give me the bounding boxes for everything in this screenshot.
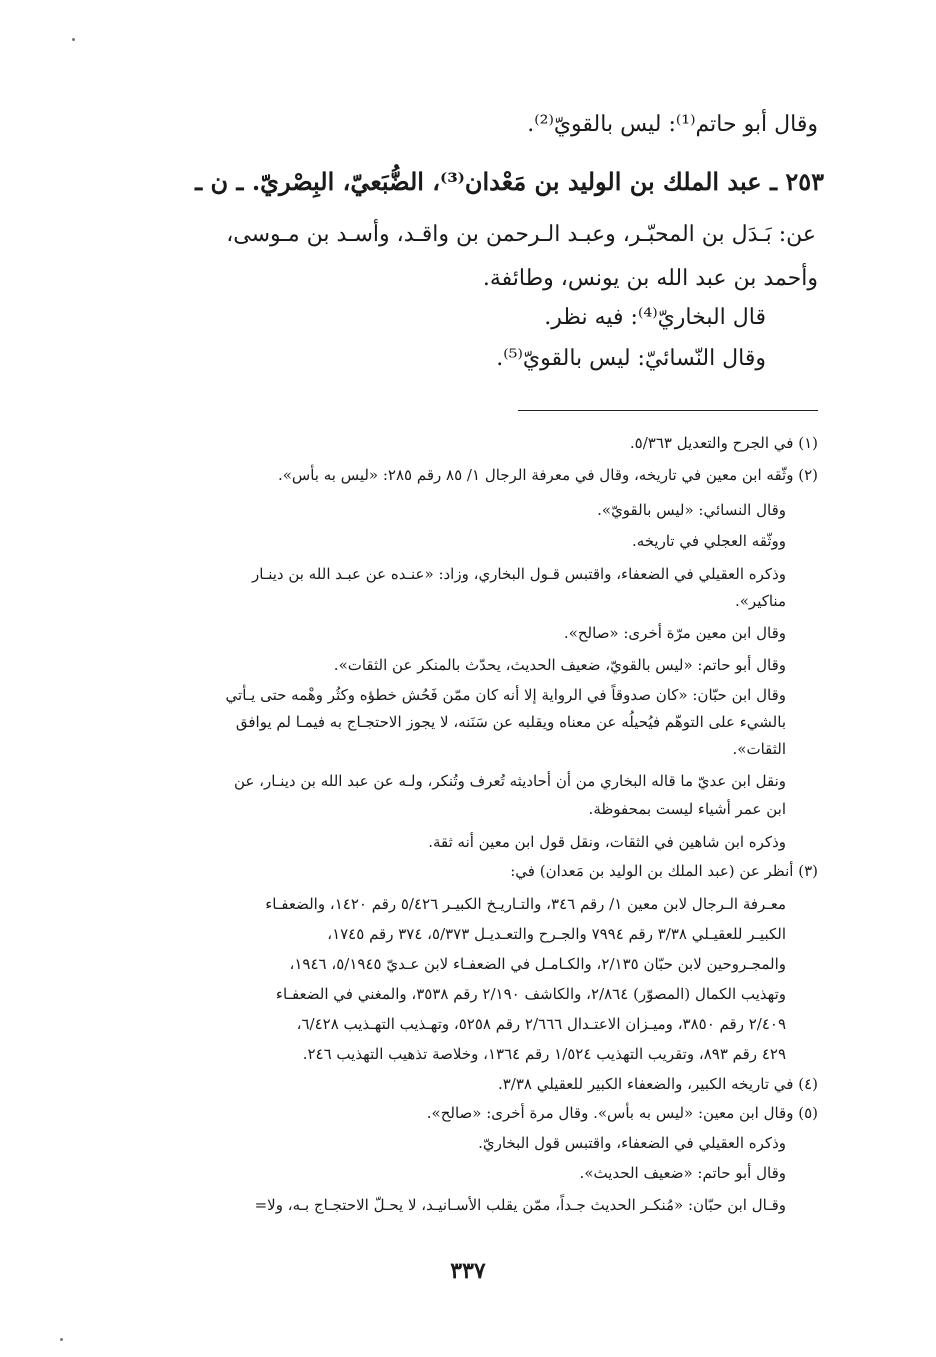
main-line: وقال النّسائيّ: ليس بالقويّ⁽⁵⁾. bbox=[496, 346, 766, 371]
footnote-line: معـرفة الـرجال لابن معين ١/ رقم ٣٤٦، والتـاريـخ الكبيـر ٥/٤٢٦ رقم ١٤٢٠، والضعفـاء bbox=[265, 895, 786, 913]
footnote-line: (٣) أنظر عن (عبد الملك بن الوليد بن مَعدان) في: bbox=[510, 862, 818, 880]
footnote-line: والمجـروحين لابن حبّان ٢/١٣٥، والكـامـل في الضعفـاء لابن عـديّ ٥/١٩٤٥، ١٩٤٦، bbox=[289, 955, 786, 973]
footnote-separator bbox=[518, 410, 818, 411]
entry-heading: ٢٥٣ ـ عبد الملك بن الوليد بن مَعْدان⁽³⁾، الضُّبَعيّ، البِصْريّ. ـ ن ـ bbox=[195, 167, 824, 196]
footnote-line: وقال النسائي: «ليس بالقويّ». bbox=[597, 501, 786, 519]
footnote-line: وقـال ابن حبّان: «مُنكـر الحديث جـداً، ممّن يقلب الأسـانيـد، لا يحـلّ الاحتجـاج بـه، ولا= bbox=[254, 1196, 786, 1214]
footnote-line: وذكره ابن شاهين في الثقات، ونقل قول ابن معين أنه ثقة. bbox=[428, 833, 786, 851]
footnote-line: الثقات». bbox=[732, 740, 786, 758]
footnote-line: ابن عمر أشياء ليست بمحفوظة. bbox=[588, 800, 786, 818]
footnote-line: وقال ابن معين مرّة أخرى: «صالح». bbox=[563, 624, 786, 642]
footnote-line: ٢/٤٠٩ رقم ٣٨٥٠، وميـزان الاعتـدال ٢/٦٦٦ رقم ٥٢٥٨، وتهـذيب التهـذيب ٦/٤٢٨، bbox=[296, 1015, 786, 1033]
main-line: وأحمد بن عبد الله بن يونس، وطائفة. bbox=[482, 266, 818, 291]
footnote-line: (٢) وثّقه ابن معين في تاريخه، وقال في معرفة الرجال ١/ ٨٥ رقم ٢٨٥: «ليس به بأس». bbox=[277, 466, 818, 484]
footnote-line: (٤) في تاريخه الكبير، والضعفاء الكبير للعقيلي ٣/٣٨. bbox=[497, 1075, 818, 1093]
footnote-line: ٤٢٩ رقم ٨٩٣، وتقريب التهذيب ١/٥٢٤ رقم ١٣٦٤، وخلاصة تذهيب التهذيب ٢٤٦. bbox=[302, 1045, 786, 1063]
footnote-line: وذكره العقيلي في الضعفاء، واقتبس قـول البخاري، وزاد: «عنـده عن عبـد الله بن دينـار bbox=[252, 565, 786, 583]
footnote-line: وقال أبو حاتم: «ضعيف الحديث». bbox=[579, 1164, 786, 1182]
footnote-line: وتهذيب الكمال (المصوّر) ٢/٨٦٤، والكاشف ٢/١٩٠ رقم ٣٥٣٨، والمغني في الضعفـاء bbox=[275, 985, 786, 1003]
footnote-line: وقال ابن حبّان: «كان صدوقاً في الرواية إلا أنه كان ممّن فَحُش خطؤه وكثُر وهْمه حتى يـأتي bbox=[225, 686, 786, 704]
footnote-line: (٥) وقال ابن معين: «ليس به بأس». وقال مرة أخرى: «صالح». bbox=[426, 1104, 818, 1122]
main-line: وقال أبو حاتم⁽¹⁾: ليس بالقويّ⁽²⁾. bbox=[527, 112, 818, 137]
footnote-line: وذكره العقيلي في الضعفاء، واقتبس قول البخاريّ. bbox=[478, 1134, 786, 1152]
footnote-line: بالشيء على التوهّم فيُحيلُه عن معناه ويقلبه عن سَنَنه، لا يجوز الاحتجـاج به فيمـا لم يوافق bbox=[235, 713, 786, 731]
footnote-line: مناكير». bbox=[734, 592, 786, 610]
page-number: ٣٣٧ bbox=[450, 1258, 486, 1284]
scan-speck bbox=[72, 38, 75, 41]
main-line: قال البخاريّ⁽⁴⁾: فيه نظر. bbox=[544, 305, 766, 330]
footnote-line: (١) في الجرح والتعديل ٥/٣٦٣. bbox=[629, 434, 818, 452]
main-line: عن: بَـدَل بن المحبّـر، وعبـد الـرحمن بن واقـد، وأسـد بن مـوسى، bbox=[226, 222, 816, 247]
scan-speck bbox=[60, 1338, 63, 1341]
footnote-line: الكبيـر للعقيـلي ٣/٣٨ رقم ٧٩٩٤ والجـرح والتعـديـل ٥/٣٧٣، ٣٧٤ رقم ١٧٤٥، bbox=[327, 925, 786, 943]
footnote-line: ونقل ابن عديّ ما قاله البخاري من أن أحاديثه تُعرف وتُنكر، ولـه عن عبد الله بن دينـار، عن bbox=[234, 772, 786, 790]
footnote-line: ووثّقه العجلي في تاريخه. bbox=[631, 532, 786, 550]
footnote-line: وقال أبو حاتم: «ليس بالقويّ، ضعيف الحديث، يحدّث بالمنكر عن الثقات». bbox=[333, 656, 786, 674]
